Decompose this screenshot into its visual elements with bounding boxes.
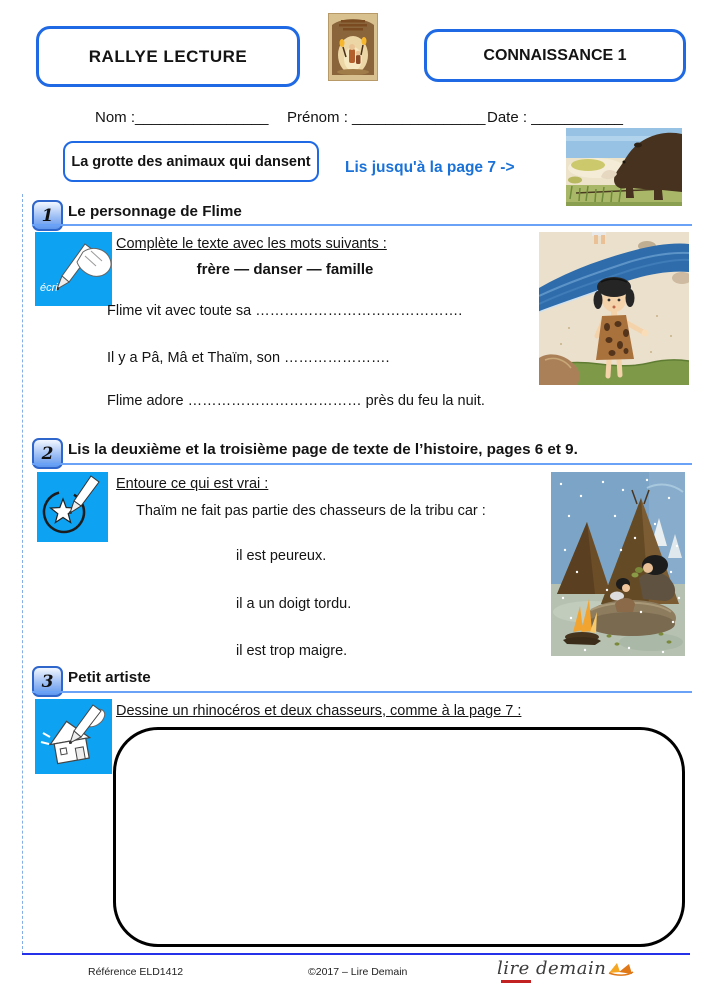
writing-hand-pen-icon bbox=[35, 232, 112, 306]
connaissance-label: CONNAISSANCE 1 bbox=[483, 46, 627, 64]
section-1-number bbox=[32, 200, 63, 231]
cave-girl-illustration bbox=[539, 232, 689, 385]
section-3-rule bbox=[32, 691, 692, 693]
section-3-title: Petit artiste bbox=[68, 669, 151, 686]
name-field bbox=[95, 109, 269, 126]
fill-line-3: Flime adore ……………………………… près du feu la nuit. bbox=[107, 393, 485, 409]
section-1-number-label: 1 bbox=[41, 205, 54, 226]
connaissance-box bbox=[424, 29, 686, 82]
drawing-area bbox=[113, 727, 685, 947]
name-label: Nom : bbox=[95, 109, 136, 126]
firstname-label: Prénom : bbox=[287, 109, 348, 126]
footer-copyright: ©2017 – Lire Demain bbox=[308, 966, 408, 978]
star-circle-pen-icon-art bbox=[37, 472, 108, 542]
read-up-to-note: Lis jusqu'à la page 7 -> bbox=[345, 159, 515, 176]
fill-line-1: Flime vit avec toute sa ……………………………………. bbox=[107, 303, 463, 319]
lire-demain-logo-icon bbox=[608, 960, 634, 976]
footer-reference: Référence ELD1412 bbox=[88, 966, 184, 978]
book-cover-image bbox=[328, 13, 378, 81]
book-title-label: La grotte des animaux qui dansent bbox=[71, 153, 311, 170]
section-3-number-label: 3 bbox=[41, 671, 54, 692]
lire-demain-logo-subtext-mark bbox=[501, 980, 531, 983]
section-1-title: Le personnage de Flime bbox=[68, 203, 242, 220]
name-blank-line: ________________ bbox=[135, 109, 269, 126]
section-2-title: Lis la deuxième et la troisième page de texte de l’histoire, pages 6 et 9. bbox=[68, 441, 578, 458]
option-1: il est peureux. bbox=[236, 548, 327, 564]
section-2-number-label: 2 bbox=[41, 443, 54, 464]
house-pencil-icon bbox=[35, 699, 112, 774]
section-2-question: Thaïm ne fait pas partie des chasseurs de la tribu car : bbox=[136, 503, 486, 519]
left-margin-dashed-line bbox=[22, 194, 23, 954]
section-2-rule bbox=[32, 463, 692, 465]
house-pencil-icon-art bbox=[35, 699, 112, 774]
teepees-illustration bbox=[551, 472, 685, 656]
firstname-field bbox=[287, 109, 486, 126]
icon-caption: écri bbox=[40, 282, 58, 294]
date-blank-line: ___________ bbox=[531, 109, 623, 126]
rallye-lecture-box bbox=[36, 26, 300, 87]
section-3-instruction: Dessine un rhinocéros et deux chasseurs, comme à la page 7 : bbox=[116, 703, 522, 719]
option-2: il a un doigt tordu. bbox=[236, 596, 352, 612]
section-1-word-bank: frère — danser — famille bbox=[196, 261, 374, 278]
section-1-instruction: Complète le texte avec les mots suivants : bbox=[116, 236, 387, 252]
bison-illustration bbox=[566, 128, 682, 206]
rallye-lecture-label: RALLYE LECTURE bbox=[88, 46, 248, 66]
date-field bbox=[487, 109, 623, 126]
lire-demain-logo bbox=[497, 958, 637, 983]
star-circle-pen-icon bbox=[37, 472, 108, 542]
section-1-rule bbox=[32, 224, 692, 226]
lire-demain-logo-text: lire demain bbox=[497, 958, 607, 979]
firstname-blank-line: ________________ bbox=[352, 109, 486, 126]
fill-line-2: Il y a Pâ, Mâ et Thaïm, son …………………. bbox=[107, 350, 390, 366]
section-2-instruction: Entoure ce qui est vrai : bbox=[116, 476, 269, 492]
option-3: il est trop maigre. bbox=[236, 643, 348, 659]
footer-divider-line bbox=[22, 953, 690, 955]
book-title-box bbox=[63, 141, 319, 182]
date-label: Date : bbox=[487, 109, 528, 126]
writing-hand-pen-icon-art bbox=[35, 232, 112, 306]
